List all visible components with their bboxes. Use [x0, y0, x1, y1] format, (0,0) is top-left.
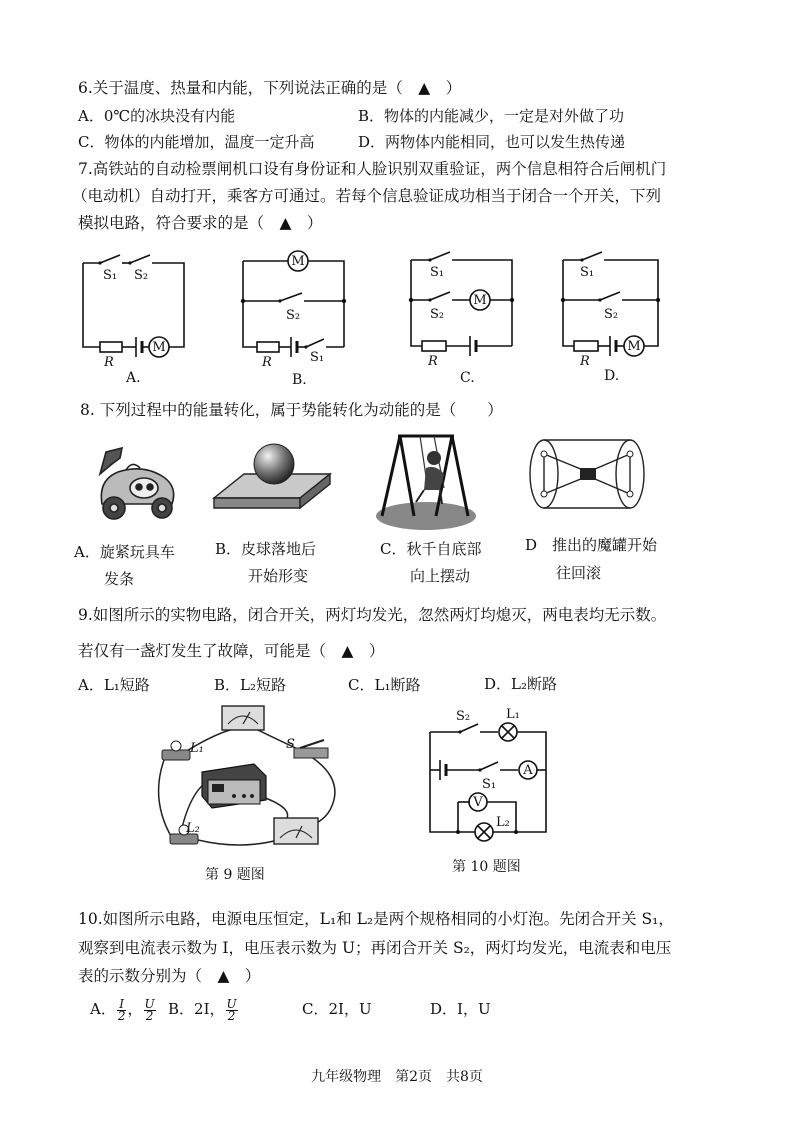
q7a-s2-label: S₂: [134, 268, 149, 283]
q7-caption-b: B.: [292, 372, 307, 388]
q6-option-a: A．0℃的冰块没有内能: [78, 107, 236, 125]
q6-option-c: C．物体的内能增加，温度一定升高: [78, 133, 315, 151]
q9-stem-line1: 9.如图所示的实物电路，闭合开关，两灯均发光，忽然两灯均熄灭，两电表均无示数。: [78, 606, 667, 624]
magic-can-image: [524, 436, 654, 516]
q9-option-d: D．L₂断路: [484, 675, 558, 693]
q8-option-d-line1: D 推出的魔罐开始: [525, 536, 658, 554]
q7a-s1-label: S₁: [103, 268, 118, 283]
q10-figure-caption: 第 10 题图: [452, 859, 521, 875]
q8-option-c-line2: 向上摆动: [410, 567, 471, 585]
q7c-s1-label: S₁: [430, 265, 445, 280]
q7a-r-label: R: [104, 355, 114, 370]
q6-option-b: B．物体的内能减少，一定是对外做了功: [358, 107, 625, 125]
q7-caption-c: C.: [460, 370, 475, 386]
q10-option-a-voltage-fraction: $\frac{U}{2}$: [144, 996, 155, 1023]
q7-circuit-d: [560, 246, 670, 376]
q10-option-b-voltage-fraction: $\frac{U}{2}$: [226, 996, 237, 1023]
q10-option-a: A． $\frac{I}{2}$ ， $\frac{U}{2}$: [90, 996, 155, 1023]
q7c-s2-label: S₂: [430, 307, 445, 322]
q10-option-a-current-fraction: $\frac{I}{2}$: [117, 996, 126, 1023]
q10-stem-line3: 表的示数分别为（ ▲ ）: [78, 967, 261, 985]
q7d-s1-label: S₁: [580, 265, 595, 280]
q10-fig-s2-label: S₂: [456, 709, 471, 724]
ball-on-ground-image: [212, 440, 332, 520]
q8-option-a-line1: A．旋紧玩具车: [74, 543, 175, 561]
q10-fig-voltmeter-label: V: [473, 795, 483, 810]
q7d-s2-label: S₂: [604, 307, 619, 322]
q8-option-b-line1: B．皮球落地后: [215, 540, 317, 558]
q9-stem-line2: 若仅有一盏灯发生了故障，可能是（ ▲ ）: [78, 642, 385, 660]
q7b-s2-label: S₂: [286, 308, 301, 323]
q8-option-a-line2: 发条: [104, 570, 135, 588]
q9-fig-s-label: S: [286, 737, 295, 752]
q9-figure-caption: 第 9 题图: [205, 867, 265, 883]
q10-option-b-prefix: B．2I，: [168, 1000, 225, 1018]
q7-circuit-c: [408, 246, 518, 376]
swing-image: [370, 428, 480, 533]
q7-circuit-a: [80, 245, 190, 375]
q7b-r-label: R: [262, 355, 272, 370]
q9-fig-l2-label: L₂: [186, 821, 200, 836]
q7c-r-label: R: [428, 354, 438, 369]
q7b-motor-label: M: [291, 254, 305, 269]
q7-stem-line3: 模拟电路，符合要求的是（ ▲ ）: [78, 214, 323, 232]
q7-stem-line2: （电动机）自动打开，乘客方可通过。若每个信息验证成功相当于闭合一个开关，下列: [72, 187, 662, 205]
q7b-s1-label: S₁: [310, 350, 325, 365]
q6-option-d: D．两物体内能相同，也可以发生热传递: [358, 133, 626, 151]
q10-fig-s1-label: S₁: [482, 777, 497, 792]
q9-option-a: A．L₁短路: [78, 676, 150, 694]
q10-option-b: [168, 997, 239, 1022]
q7-caption-d: D.: [604, 368, 620, 384]
q8-option-d-line2: 往回滚: [556, 564, 602, 582]
q9-option-c: C．L₁断路: [348, 676, 421, 694]
q6-stem: 6.关于温度、热量和内能，下列说法正确的是（ ▲ ）: [78, 79, 462, 97]
q7a-motor-label: M: [152, 340, 166, 355]
q9-option-b: B．L₂短路: [214, 676, 286, 694]
q7d-r-label: R: [580, 354, 590, 369]
q7c-motor-label: M: [473, 293, 487, 308]
q10-option-d: D．I，U: [430, 1000, 491, 1018]
q8-stem: 8. 下列过程中的能量转化，属于势能转化为动能的是（ ）: [80, 401, 503, 419]
q10-fig-l1-label: L₁: [506, 707, 520, 722]
q10-option-c: C．2I，U: [302, 1000, 372, 1018]
q10-stem-line1: 10.如图所示电路，电源电压恒定，L₁和 L₂是两个规格相同的小灯泡。先闭合开关 S₁，: [78, 910, 674, 928]
q7-stem-line1: 7.高铁站的自动检票闸机口设有身份证和人脸识别双重验证，两个信息相符合后闸机门: [78, 160, 667, 178]
page-footer: 九年级物理 第2页 共8页: [311, 1069, 483, 1085]
q10-fig-l2-label: L₂: [496, 815, 510, 830]
q10-fig-ammeter-label: A: [523, 763, 533, 778]
q7-caption-a: A.: [126, 370, 141, 386]
q10-circuit-diagram: [420, 706, 560, 846]
q7-circuit-b: [240, 247, 350, 377]
q10-option-a-prefix: A．: [90, 1000, 116, 1018]
q8-option-c-line1: C．秋千自底部: [380, 540, 482, 558]
q9-physical-circuit-figure: [150, 700, 350, 860]
q8-option-b-line2: 开始形变: [248, 567, 309, 585]
q7d-motor-label: M: [627, 339, 641, 354]
toy-car-image: [92, 444, 182, 524]
q10-stem-line2: 观察到电流表示数为 I，电压表示数为 U；再闭合开关 S₂，两灯均发光，电流表和电压: [78, 939, 672, 957]
q9-fig-l1-label: L₁: [190, 741, 204, 756]
